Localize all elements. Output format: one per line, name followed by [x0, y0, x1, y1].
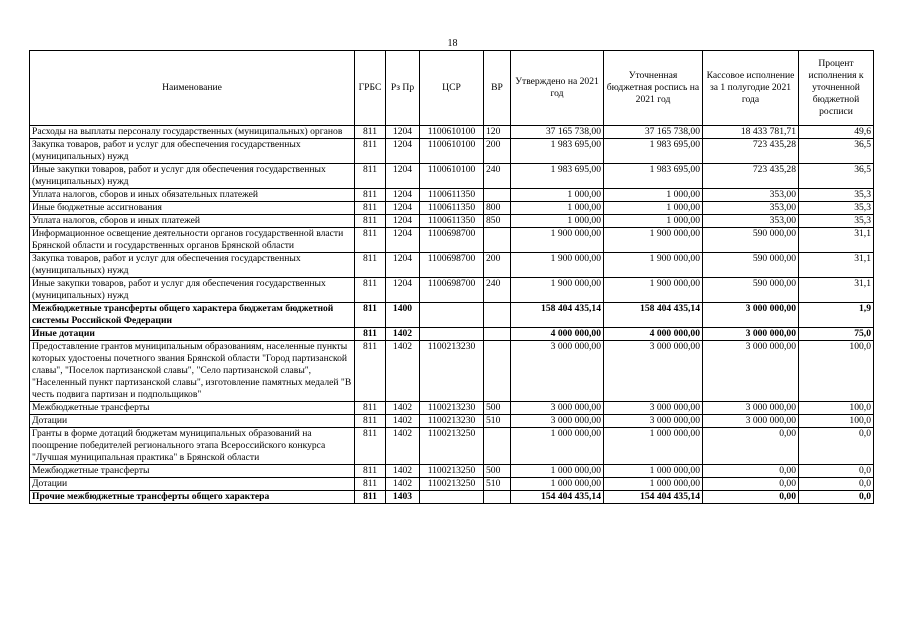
cell-grbs: 811	[355, 202, 386, 215]
cell-approved: 3 000 000,00	[511, 341, 604, 402]
cell-refined: 3 000 000,00	[604, 402, 703, 415]
cell-approved: 1 900 000,00	[511, 253, 604, 278]
table-row	[30, 303, 874, 328]
cell-percent: 0,0	[799, 478, 874, 491]
cell-name: Закупка товаров, работ и услуг для обеспечения государственных (муниципальных) нужд	[30, 253, 355, 278]
cell-csr: 1100611350	[420, 215, 484, 228]
cell-percent: 35,3	[799, 202, 874, 215]
cell-vr: 850	[484, 215, 511, 228]
cell-name: Предоставление грантов муниципальным образованиям, населенные пункты которых удостоены почетного звания Брянской области "Город партизанской славы", "Поселок партизанской славы", "Село партизанской славы", "Населенный пункт партизанской славы", изготовление памятных медалей "В честь подвига партизан и подпольщиков"	[30, 341, 355, 402]
cell-grbs: 811	[355, 253, 386, 278]
table-row	[30, 465, 874, 478]
cell-percent: 36,5	[799, 164, 874, 189]
header-cash: Кассовое исполнение за 1 полугодие 2021 года	[703, 51, 799, 126]
table-row	[30, 402, 874, 415]
cell-grbs: 811	[355, 428, 386, 465]
header-vr: ВР	[484, 51, 511, 126]
cell-csr: 1100213250	[420, 465, 484, 478]
budget-table	[29, 50, 874, 504]
cell-percent: 0,0	[799, 491, 874, 504]
cell-refined: 1 900 000,00	[604, 278, 703, 303]
cell-percent: 31,1	[799, 278, 874, 303]
cell-refined: 158 404 435,14	[604, 303, 703, 328]
cell-name: Иные бюджетные ассигнования	[30, 202, 355, 215]
cell-rzpr: 1204	[386, 278, 420, 303]
cell-vr	[484, 303, 511, 328]
table-row	[30, 428, 874, 465]
page-number: 18	[447, 38, 458, 49]
cell-approved: 158 404 435,14	[511, 303, 604, 328]
cell-approved: 1 000 000,00	[511, 428, 604, 465]
header-percent: Процент исполнения к уточненной бюджетной росписи	[799, 51, 874, 126]
cell-rzpr: 1402	[386, 415, 420, 428]
cell-percent: 35,3	[799, 189, 874, 202]
cell-vr: 500	[484, 465, 511, 478]
cell-refined: 37 165 738,00	[604, 126, 703, 139]
cell-approved: 1 000,00	[511, 202, 604, 215]
table-row	[30, 139, 874, 164]
header-grbs: ГРБС	[355, 51, 386, 126]
cell-grbs: 811	[355, 491, 386, 504]
cell-grbs: 811	[355, 228, 386, 253]
table-row	[30, 341, 874, 402]
cell-percent: 35,3	[799, 215, 874, 228]
cell-grbs: 811	[355, 402, 386, 415]
cell-cash: 353,00	[703, 215, 799, 228]
cell-name: Межбюджетные трансферты	[30, 402, 355, 415]
cell-vr: 510	[484, 415, 511, 428]
cell-approved: 1 000 000,00	[511, 465, 604, 478]
table-row	[30, 491, 874, 504]
cell-rzpr: 1402	[386, 478, 420, 491]
table-row	[30, 328, 874, 341]
header-rzpr: Рз Пр	[386, 51, 420, 126]
cell-refined: 1 983 695,00	[604, 164, 703, 189]
cell-grbs: 811	[355, 126, 386, 139]
cell-grbs: 811	[355, 478, 386, 491]
table-row	[30, 228, 874, 253]
cell-refined: 1 000,00	[604, 202, 703, 215]
cell-rzpr: 1204	[386, 164, 420, 189]
cell-csr	[420, 328, 484, 341]
cell-refined: 154 404 435,14	[604, 491, 703, 504]
cell-vr: 200	[484, 253, 511, 278]
cell-percent: 75,0	[799, 328, 874, 341]
cell-name: Расходы на выплаты персоналу государственных (муниципальных) органов	[30, 126, 355, 139]
cell-percent: 100,0	[799, 402, 874, 415]
header-refined: Уточненная бюджетная роспись на 2021 год	[604, 51, 703, 126]
table-row	[30, 164, 874, 189]
cell-percent: 31,1	[799, 228, 874, 253]
cell-grbs: 811	[355, 328, 386, 341]
cell-cash: 3 000 000,00	[703, 415, 799, 428]
header-approved: Утверждено на 2021 год	[511, 51, 604, 126]
cell-name: Уплата налогов, сборов и иных обязательных платежей	[30, 189, 355, 202]
cell-vr: 200	[484, 139, 511, 164]
cell-cash: 3 000 000,00	[703, 341, 799, 402]
cell-rzpr: 1204	[386, 253, 420, 278]
cell-csr: 1100213230	[420, 415, 484, 428]
cell-approved: 1 900 000,00	[511, 228, 604, 253]
cell-vr	[484, 328, 511, 341]
table-row	[30, 189, 874, 202]
cell-csr: 1100698700	[420, 228, 484, 253]
cell-refined: 1 000 000,00	[604, 428, 703, 465]
cell-refined: 1 900 000,00	[604, 253, 703, 278]
table-row	[30, 202, 874, 215]
cell-percent: 100,0	[799, 341, 874, 402]
cell-percent: 0,0	[799, 465, 874, 478]
cell-approved: 3 000 000,00	[511, 402, 604, 415]
cell-percent: 49,6	[799, 126, 874, 139]
table-row	[30, 126, 874, 139]
cell-approved: 1 000 000,00	[511, 478, 604, 491]
cell-cash: 590 000,00	[703, 253, 799, 278]
cell-vr: 120	[484, 126, 511, 139]
cell-csr: 1100698700	[420, 278, 484, 303]
cell-rzpr: 1204	[386, 189, 420, 202]
cell-percent: 0,0	[799, 428, 874, 465]
cell-refined: 1 900 000,00	[604, 228, 703, 253]
cell-vr	[484, 428, 511, 465]
cell-rzpr: 1402	[386, 465, 420, 478]
cell-vr: 240	[484, 164, 511, 189]
header-csr: ЦСР	[420, 51, 484, 126]
cell-name: Прочие межбюджетные трансферты общего характера	[30, 491, 355, 504]
table-row	[30, 478, 874, 491]
cell-cash: 353,00	[703, 202, 799, 215]
cell-csr: 1100610100	[420, 139, 484, 164]
cell-vr: 510	[484, 478, 511, 491]
cell-rzpr: 1204	[386, 126, 420, 139]
cell-cash: 3 000 000,00	[703, 402, 799, 415]
cell-refined: 1 000 000,00	[604, 465, 703, 478]
cell-approved: 154 404 435,14	[511, 491, 604, 504]
cell-csr: 1100610100	[420, 164, 484, 189]
cell-cash: 0,00	[703, 465, 799, 478]
cell-approved: 1 000,00	[511, 215, 604, 228]
cell-approved: 1 983 695,00	[511, 139, 604, 164]
header-name: Наименование	[30, 51, 355, 126]
cell-csr: 1100610100	[420, 126, 484, 139]
cell-cash: 590 000,00	[703, 278, 799, 303]
cell-csr: 1100213250	[420, 428, 484, 465]
cell-rzpr: 1204	[386, 228, 420, 253]
cell-name: Дотации	[30, 415, 355, 428]
cell-vr	[484, 341, 511, 402]
cell-cash: 3 000 000,00	[703, 303, 799, 328]
cell-grbs: 811	[355, 415, 386, 428]
cell-cash: 3 000 000,00	[703, 328, 799, 341]
cell-refined: 3 000 000,00	[604, 415, 703, 428]
cell-grbs: 811	[355, 303, 386, 328]
cell-percent: 36,5	[799, 139, 874, 164]
header-row	[30, 51, 874, 126]
cell-cash: 723 435,28	[703, 164, 799, 189]
cell-cash: 0,00	[703, 491, 799, 504]
cell-approved: 3 000 000,00	[511, 415, 604, 428]
cell-vr: 240	[484, 278, 511, 303]
cell-csr: 1100213250	[420, 478, 484, 491]
cell-vr	[484, 228, 511, 253]
cell-csr: 1100213230	[420, 402, 484, 415]
cell-refined: 4 000 000,00	[604, 328, 703, 341]
cell-vr	[484, 491, 511, 504]
cell-name: Иные дотации	[30, 328, 355, 341]
cell-approved: 37 165 738,00	[511, 126, 604, 139]
cell-vr: 800	[484, 202, 511, 215]
cell-vr	[484, 189, 511, 202]
cell-refined: 1 000,00	[604, 189, 703, 202]
cell-refined: 1 983 695,00	[604, 139, 703, 164]
cell-rzpr: 1400	[386, 303, 420, 328]
cell-grbs: 811	[355, 139, 386, 164]
cell-refined: 1 000 000,00	[604, 478, 703, 491]
cell-cash: 590 000,00	[703, 228, 799, 253]
cell-csr: 1100698700	[420, 253, 484, 278]
cell-approved: 1 000,00	[511, 189, 604, 202]
cell-csr	[420, 491, 484, 504]
cell-cash: 0,00	[703, 478, 799, 491]
cell-rzpr: 1402	[386, 328, 420, 341]
cell-name: Межбюджетные трансферты общего характера бюджетам бюджетной системы Российской Федерации	[30, 303, 355, 328]
cell-name: Закупка товаров, работ и услуг для обеспечения государственных (муниципальных) нужд	[30, 139, 355, 164]
table-row	[30, 415, 874, 428]
cell-cash: 353,00	[703, 189, 799, 202]
cell-name: Иные закупки товаров, работ и услуг для обеспечения государственных (муниципальных) нужд	[30, 164, 355, 189]
cell-name: Иные закупки товаров, работ и услуг для обеспечения государственных (муниципальных) нужд	[30, 278, 355, 303]
cell-rzpr: 1403	[386, 491, 420, 504]
cell-cash: 723 435,28	[703, 139, 799, 164]
cell-csr: 1100213230	[420, 341, 484, 402]
cell-grbs: 811	[355, 215, 386, 228]
table-row	[30, 278, 874, 303]
cell-rzpr: 1402	[386, 428, 420, 465]
cell-rzpr: 1402	[386, 341, 420, 402]
cell-grbs: 811	[355, 278, 386, 303]
cell-grbs: 811	[355, 465, 386, 478]
cell-name: Информационное освещение деятельности органов государственной власти Брянской области и государственных органов Брянской области	[30, 228, 355, 253]
cell-csr	[420, 303, 484, 328]
cell-csr: 1100611350	[420, 202, 484, 215]
table-row	[30, 253, 874, 278]
cell-grbs: 811	[355, 164, 386, 189]
cell-approved: 1 983 695,00	[511, 164, 604, 189]
cell-percent: 100,0	[799, 415, 874, 428]
cell-name: Гранты в форме дотаций бюджетам муниципальных образований на поощрение победителей регионального этапа Всероссийского конкурса "Лучшая муниципальная практика" в Брянской области	[30, 428, 355, 465]
cell-grbs: 811	[355, 341, 386, 402]
cell-rzpr: 1204	[386, 139, 420, 164]
cell-refined: 1 000,00	[604, 215, 703, 228]
cell-refined: 3 000 000,00	[604, 341, 703, 402]
cell-approved: 4 000 000,00	[511, 328, 604, 341]
cell-rzpr: 1204	[386, 215, 420, 228]
cell-approved: 1 900 000,00	[511, 278, 604, 303]
cell-rzpr: 1204	[386, 202, 420, 215]
table-row	[30, 215, 874, 228]
cell-vr: 500	[484, 402, 511, 415]
cell-name: Уплата налогов, сборов и иных платежей	[30, 215, 355, 228]
cell-name: Межбюджетные трансферты	[30, 465, 355, 478]
cell-percent: 31,1	[799, 253, 874, 278]
cell-percent: 1,9	[799, 303, 874, 328]
cell-csr: 1100611350	[420, 189, 484, 202]
cell-cash: 18 433 781,71	[703, 126, 799, 139]
cell-cash: 0,00	[703, 428, 799, 465]
cell-name: Дотации	[30, 478, 355, 491]
cell-grbs: 811	[355, 189, 386, 202]
cell-rzpr: 1402	[386, 402, 420, 415]
